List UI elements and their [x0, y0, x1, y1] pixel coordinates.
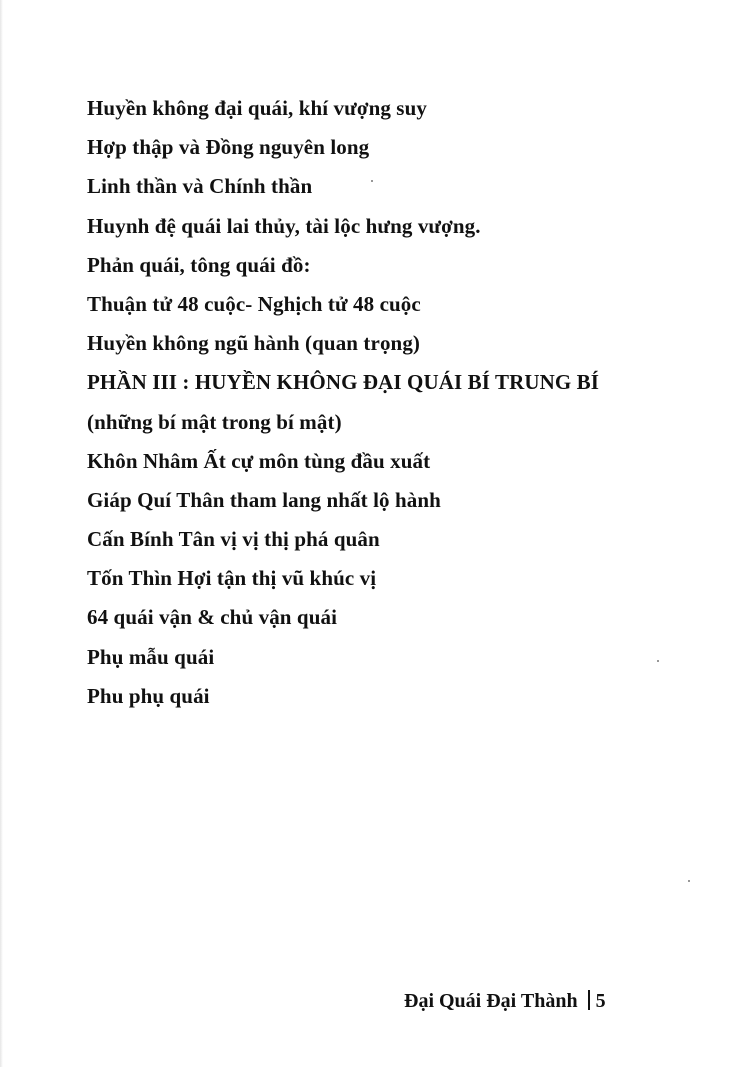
content-line: Huyền không đại quái, khí vượng suy [87, 96, 427, 120]
content-line: Huyền không ngũ hành (quan trọng) [87, 331, 421, 356]
content-line: Phản quái, tông quái đồ: [87, 252, 311, 277]
scan-speck [371, 180, 373, 182]
content-line: Thuận tử 48 cuộc- Nghịch tử 48 cuộc [87, 291, 421, 316]
content-line: Cấn Bính Tân vị vị thị phá quân [87, 527, 380, 552]
footer-separator [588, 990, 590, 1010]
content-line: Khôn Nhâm Ất cự môn tùng đầu xuất [87, 448, 431, 473]
footer-book-title: Đại Quái Đại Thành [404, 990, 578, 1012]
content-line: Tốn Thìn Hợi tận thị vũ khúc vị [87, 566, 377, 591]
page-number: 5 [595, 990, 606, 1012]
content-line: Huynh đệ quái lai thủy, tài lộc hưng vượng. [87, 213, 481, 238]
content-line: Giáp Quí Thân tham lang nhất lộ hành [87, 487, 441, 512]
content-line: Phụ mẫu quái [87, 644, 215, 669]
section-subheading: (những bí mật trong bí mật) [87, 409, 342, 434]
content-line: 64 quái vận & chủ vận quái [87, 605, 338, 630]
scan-speck [657, 660, 659, 662]
page-footer [404, 988, 606, 1014]
section-heading: PHẦN III : HUYỀN KHÔNG ĐẠI QUÁI BÍ TRUNG BÍ [87, 370, 600, 395]
content-line: Linh thần và Chính thần [87, 174, 313, 199]
content-line: Phu phụ quái [87, 683, 210, 708]
content-line: Hợp thập và Đồng nguyên long [87, 135, 370, 160]
page-edge-shadow [0, 0, 3, 1067]
scan-speck [688, 880, 690, 882]
content-lines [87, 93, 599, 720]
